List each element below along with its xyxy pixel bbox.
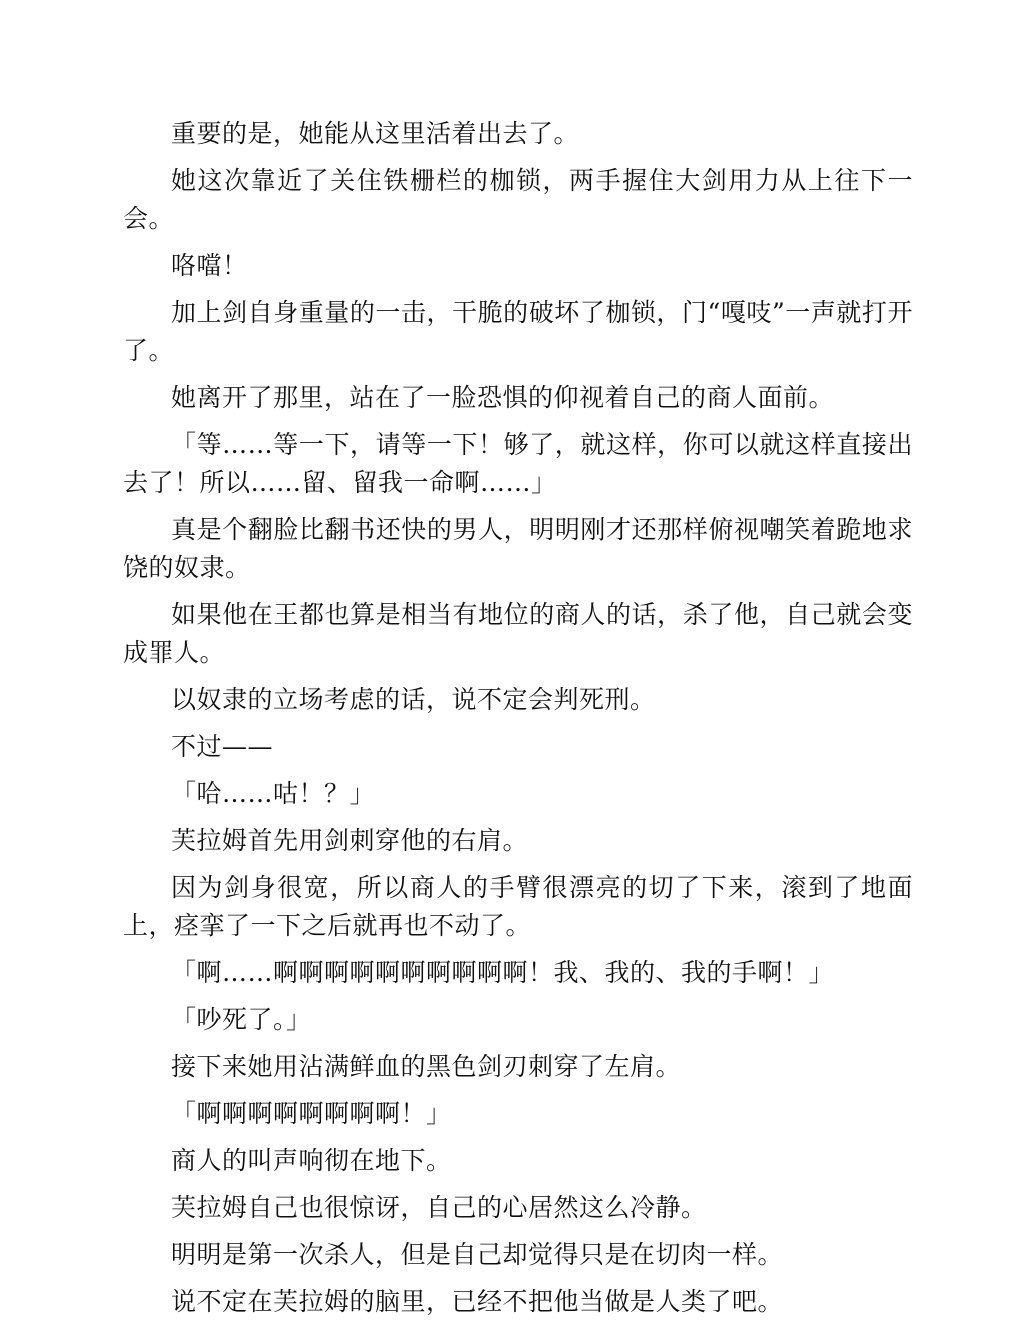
paragraph: 加上剑自身重量的一击，干脆的破坏了枷锁，门“嘎吱”一声就打开了。 <box>123 298 913 365</box>
paragraph: 「啊……啊啊啊啊啊啊啊啊啊啊！我、我的、我的手啊！」 <box>171 958 835 987</box>
paragraph: 「哈……咕！？」 <box>171 779 376 808</box>
paragraph: 明明是第一次杀人，但是自己却觉得只是在切肉一样。 <box>171 1240 784 1269</box>
paragraph: 芙拉姆首先用剑刺穿他的右肩。 <box>171 826 529 855</box>
paragraph: 咯噹！ <box>171 251 248 280</box>
paragraph: 她这次靠近了关住铁栅栏的枷锁，两手握住大剑用力从上往下一会。 <box>123 166 913 233</box>
paragraph: 接下来她用沾满鲜血的黑色剑刃刺穿了左肩。 <box>171 1052 682 1081</box>
paragraph: 「啊啊啊啊啊啊啊啊！」 <box>171 1099 452 1128</box>
paragraph: 她离开了那里，站在了一脸恐惧的仰视着自己的商人面前。 <box>171 383 835 412</box>
paragraph: 如果他在王都也算是相当有地位的商人的话，杀了他，自己就会变成罪人。 <box>123 600 913 667</box>
paragraph: 「等……等一下，请等一下！够了，就这样，你可以就这样直接出去了！所以……留、留我一命啊……」 <box>123 430 913 497</box>
paragraph: 「吵死了。」 <box>171 1005 312 1034</box>
paragraph: 不过—— <box>171 732 274 761</box>
paragraph: 商人的叫声响彻在地下。 <box>171 1146 452 1175</box>
paragraph: 以奴隶的立场考虑的话，说不定会判死刑。 <box>171 685 656 714</box>
document-page <box>123 115 913 1330</box>
paragraph: 重要的是，她能从这里活着出去了。 <box>171 119 580 148</box>
paragraph: 真是个翻脸比翻书还快的男人，明明刚才还那样俯视嘲笑着跪地求饶的奴隶。 <box>123 515 913 582</box>
paragraph: 芙拉姆自己也很惊讶，自己的心居然这么冷静。 <box>171 1193 707 1222</box>
paragraph: 说不定在芙拉姆的脑里，已经不把他当做是人类了吧。 <box>171 1287 784 1316</box>
paragraph: 因为剑身很宽，所以商人的手臂很漂亮的切了下来，滚到了地面上，痉挛了一下之后就再也不动了。 <box>123 873 913 940</box>
